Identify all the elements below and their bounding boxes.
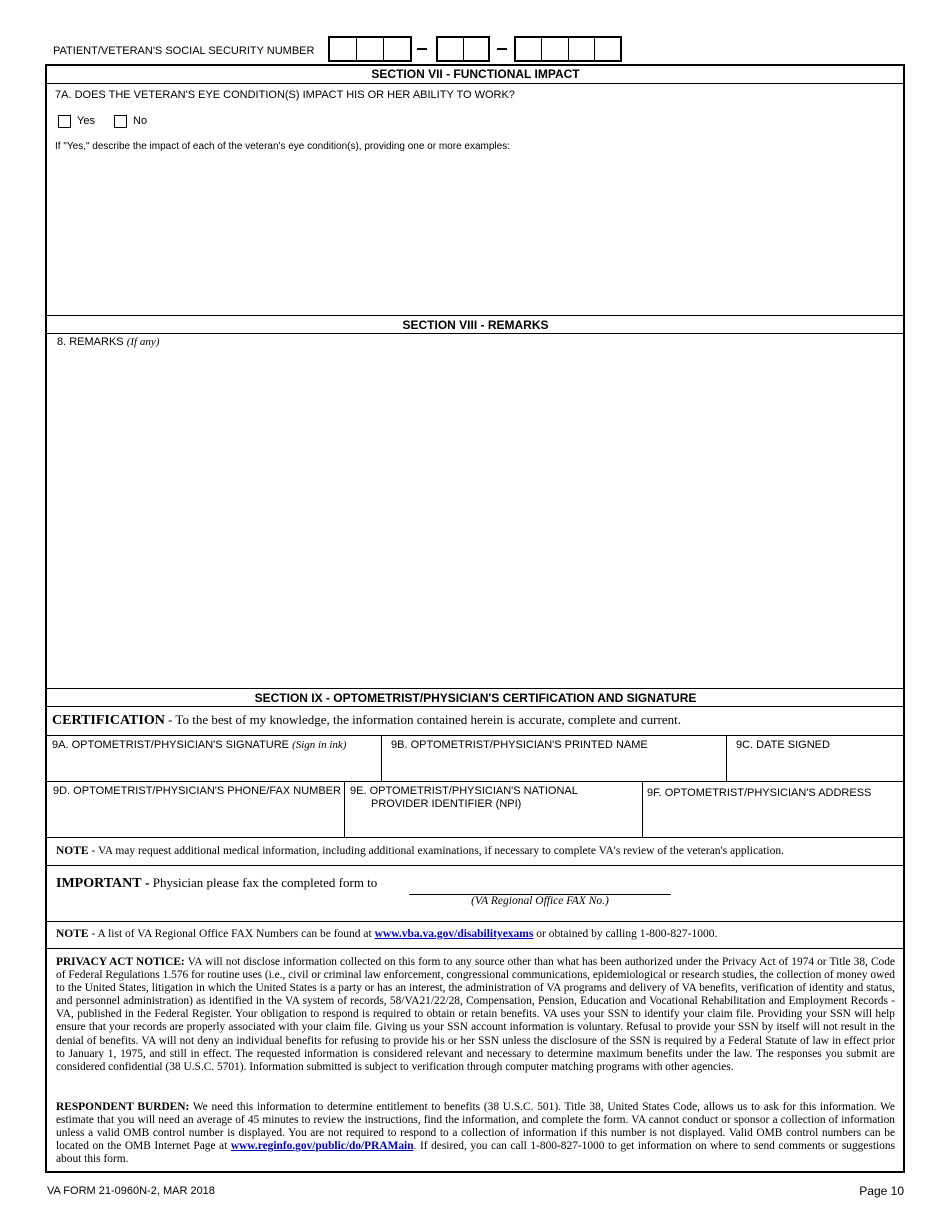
- important-text: Physician please fax the completed form to: [149, 875, 378, 890]
- form-identifier: VA FORM 21-0960N-2, MAR 2018: [47, 1185, 215, 1197]
- note-text: or obtained by calling 1-800-827-1000.: [533, 928, 718, 940]
- field-9d-label: 9D. OPTOMETRIST/PHYSICIAN'S PHONE/FAX NUMBER: [53, 785, 341, 797]
- divider: [344, 781, 345, 837]
- certification-heading: CERTIFICATION: [52, 713, 165, 728]
- field-9b-label: 9B. OPTOMETRIST/PHYSICIAN'S PRINTED NAME: [391, 739, 648, 751]
- ssn-field-group[interactable]: [436, 36, 490, 62]
- question-7a: 7A. DOES THE VETERAN'S EYE CONDITION(S) IMPACT HIS OR HER ABILITY TO WORK?: [55, 89, 515, 101]
- privacy-heading: PRIVACY ACT NOTICE:: [56, 956, 185, 968]
- privacy-text: VA will not disclose information collected on this form to any source other than what has been authorized under the Privacy Act of 1974 or Title 38, Code of Federal Regulations 1.576 for routine uses (i.e., civil or criminal law enforcement, congressional communications, epidemiological or research studies, the collection of money owed to the United States, litigation in which the United States is a party or has an interest, the administration of VA programs and delivery of VA benefits, verification of identity and status, and personnel administration) as identified in the VA system of records, 58/VA21/22/28, Compensation, Pension, Education and Vocational Rehabilitation and Employment Records - VA, published in the Federal Register. Your obligation to respond is required to obtain or retain benefits. VA uses your SSN to identify your claim file. Providing your SSN will help ensure that your records are properly associated with your claim file. Giving us your SSN account information is voluntary. Refusal to provide your SSN by itself will not result in the denial of benefits. VA will not deny an individual benefits for refusing to provide his or her SSN unless the disclosure of the SSN is required by a Federal Statute of law in effect prior to January 1, 1975, and still in effect. The requested information is considered relevant and necessary to determine maximum benefits under the law. The responses you submit are considered confidential (38 U.S.C. 5701). Information submitted is subject to verification through computer matching programs with other agencies.: [56, 956, 895, 1073]
- ssn-digit-box[interactable]: [330, 38, 357, 60]
- remarks-hint: (If any): [126, 336, 160, 348]
- field-9a-hint: (Sign in ink): [292, 739, 347, 751]
- npi-field[interactable]: [348, 814, 638, 834]
- certification-statement: [52, 712, 681, 729]
- address-field[interactable]: [646, 804, 900, 834]
- functional-impact-text-area[interactable]: [55, 156, 900, 311]
- burden-heading: RESPONDENT BURDEN:: [56, 1101, 190, 1113]
- date-signed-field[interactable]: [730, 754, 900, 778]
- note-fax-list: [56, 928, 717, 940]
- divider: [47, 333, 904, 334]
- fax-number-field[interactable]: [409, 878, 671, 893]
- section-8-title: SECTION VIII - REMARKS: [402, 318, 549, 332]
- important-fax-instruction: [56, 875, 377, 892]
- yes-label: Yes: [77, 115, 95, 127]
- field-9a-text: 9A. OPTOMETRIST/PHYSICIAN'S SIGNATURE: [52, 739, 290, 751]
- describe-instruction: If "Yes," describe the impact of each of the veteran's eye condition(s), providing one or more examples:: [55, 141, 510, 152]
- divider: [47, 706, 904, 707]
- respondent-burden: [56, 1101, 895, 1166]
- certification-text: - To the best of my knowledge, the information contained herein is accurate, complete and current.: [164, 712, 681, 727]
- note-label: NOTE: [56, 845, 89, 857]
- ssn-digit-box[interactable]: [384, 38, 410, 60]
- section-7-title: SECTION VII - FUNCTIONAL IMPACT: [371, 67, 580, 81]
- field-9e-label-line2: PROVIDER IDENTIFIER (NPI): [371, 798, 522, 810]
- important-label: IMPORTANT -: [56, 876, 150, 891]
- ssn-digit-box[interactable]: [357, 38, 384, 60]
- remarks-label-text: 8. REMARKS: [57, 336, 124, 348]
- note-text: - VA may request additional medical information, including additional examinations, if necessary to complete VA's review of the veteran's application.: [88, 845, 784, 857]
- no-label: No: [133, 115, 148, 127]
- note-text: - A list of VA Regional Office FAX Numbers can be found at: [88, 928, 375, 940]
- field-9c-label: 9C. DATE SIGNED: [736, 739, 830, 751]
- signature-field[interactable]: [50, 754, 378, 778]
- ssn-digit-box[interactable]: [542, 38, 568, 60]
- divider: [47, 781, 904, 782]
- fax-caption: (VA Regional Office FAX No.): [471, 895, 609, 907]
- no-checkbox[interactable]: [114, 115, 127, 128]
- ssn-digit-box[interactable]: [438, 38, 464, 60]
- ssn-field-area[interactable]: [328, 36, 412, 62]
- remarks-label: [57, 336, 159, 348]
- ssn-dash: [417, 48, 427, 50]
- divider: [47, 83, 904, 84]
- page-number: Page 10: [859, 1184, 904, 1198]
- divider: [381, 735, 382, 781]
- divider: [726, 735, 727, 781]
- ssn-label: PATIENT/VETERAN'S SOCIAL SECURITY NUMBER: [53, 45, 315, 57]
- divider: [47, 837, 904, 838]
- ssn-digit-box[interactable]: [516, 38, 542, 60]
- note-additional-info: [56, 845, 784, 857]
- ssn-field-serial[interactable]: [514, 36, 622, 62]
- divider: [47, 735, 904, 736]
- divider: [47, 688, 904, 689]
- yes-checkbox[interactable]: [58, 115, 71, 128]
- field-9e-label-line1: 9E. OPTOMETRIST/PHYSICIAN'S NATIONAL: [350, 785, 578, 797]
- privacy-act-notice: [56, 956, 895, 1074]
- ssn-digit-box[interactable]: [464, 38, 489, 60]
- divider: [47, 921, 904, 922]
- ssn-digit-box[interactable]: [595, 38, 620, 60]
- ssn-digit-box[interactable]: [569, 38, 595, 60]
- note-label: NOTE: [56, 928, 89, 940]
- burden-text: We need this information to determine entitlement to benefits (38 U.S.C. 501). Title 38, United States Code, allows us to ask for this information. We estimate that you will need an average of 45 minutes to review the instructions, find the information, and complete the form. VA cannot conduct or sponsor a collection of information unless a valid OMB control number is displayed. You are not required to respond to a collection of information if this number is not displayed. Valid OMB control numbers can be located on the OMB Internet Page at: [56, 1101, 895, 1153]
- divider: [47, 948, 904, 949]
- phone-fax-field[interactable]: [50, 802, 340, 834]
- field-9a-label: [52, 739, 346, 751]
- field-9f-label: 9F. OPTOMETRIST/PHYSICIAN'S ADDRESS: [647, 787, 872, 799]
- remarks-text-area[interactable]: [55, 352, 900, 684]
- divider: [642, 781, 643, 837]
- burden-text: . If desired, you can call 1-800-827-1000 to get information on where to send comments or suggestions about this form.: [56, 1140, 896, 1166]
- ssn-dash: [497, 48, 507, 50]
- omb-link[interactable]: www.reginfo.gov/public/do/PRAMain: [230, 1140, 414, 1153]
- disability-exams-link[interactable]: www.vba.va.gov/disabilityexams: [374, 928, 534, 940]
- section-9-title: SECTION IX - OPTOMETRIST/PHYSICIAN'S CERTIFICATION AND SIGNATURE: [254, 691, 697, 705]
- divider: [47, 865, 904, 866]
- printed-name-field[interactable]: [385, 754, 723, 778]
- divider: [47, 315, 904, 316]
